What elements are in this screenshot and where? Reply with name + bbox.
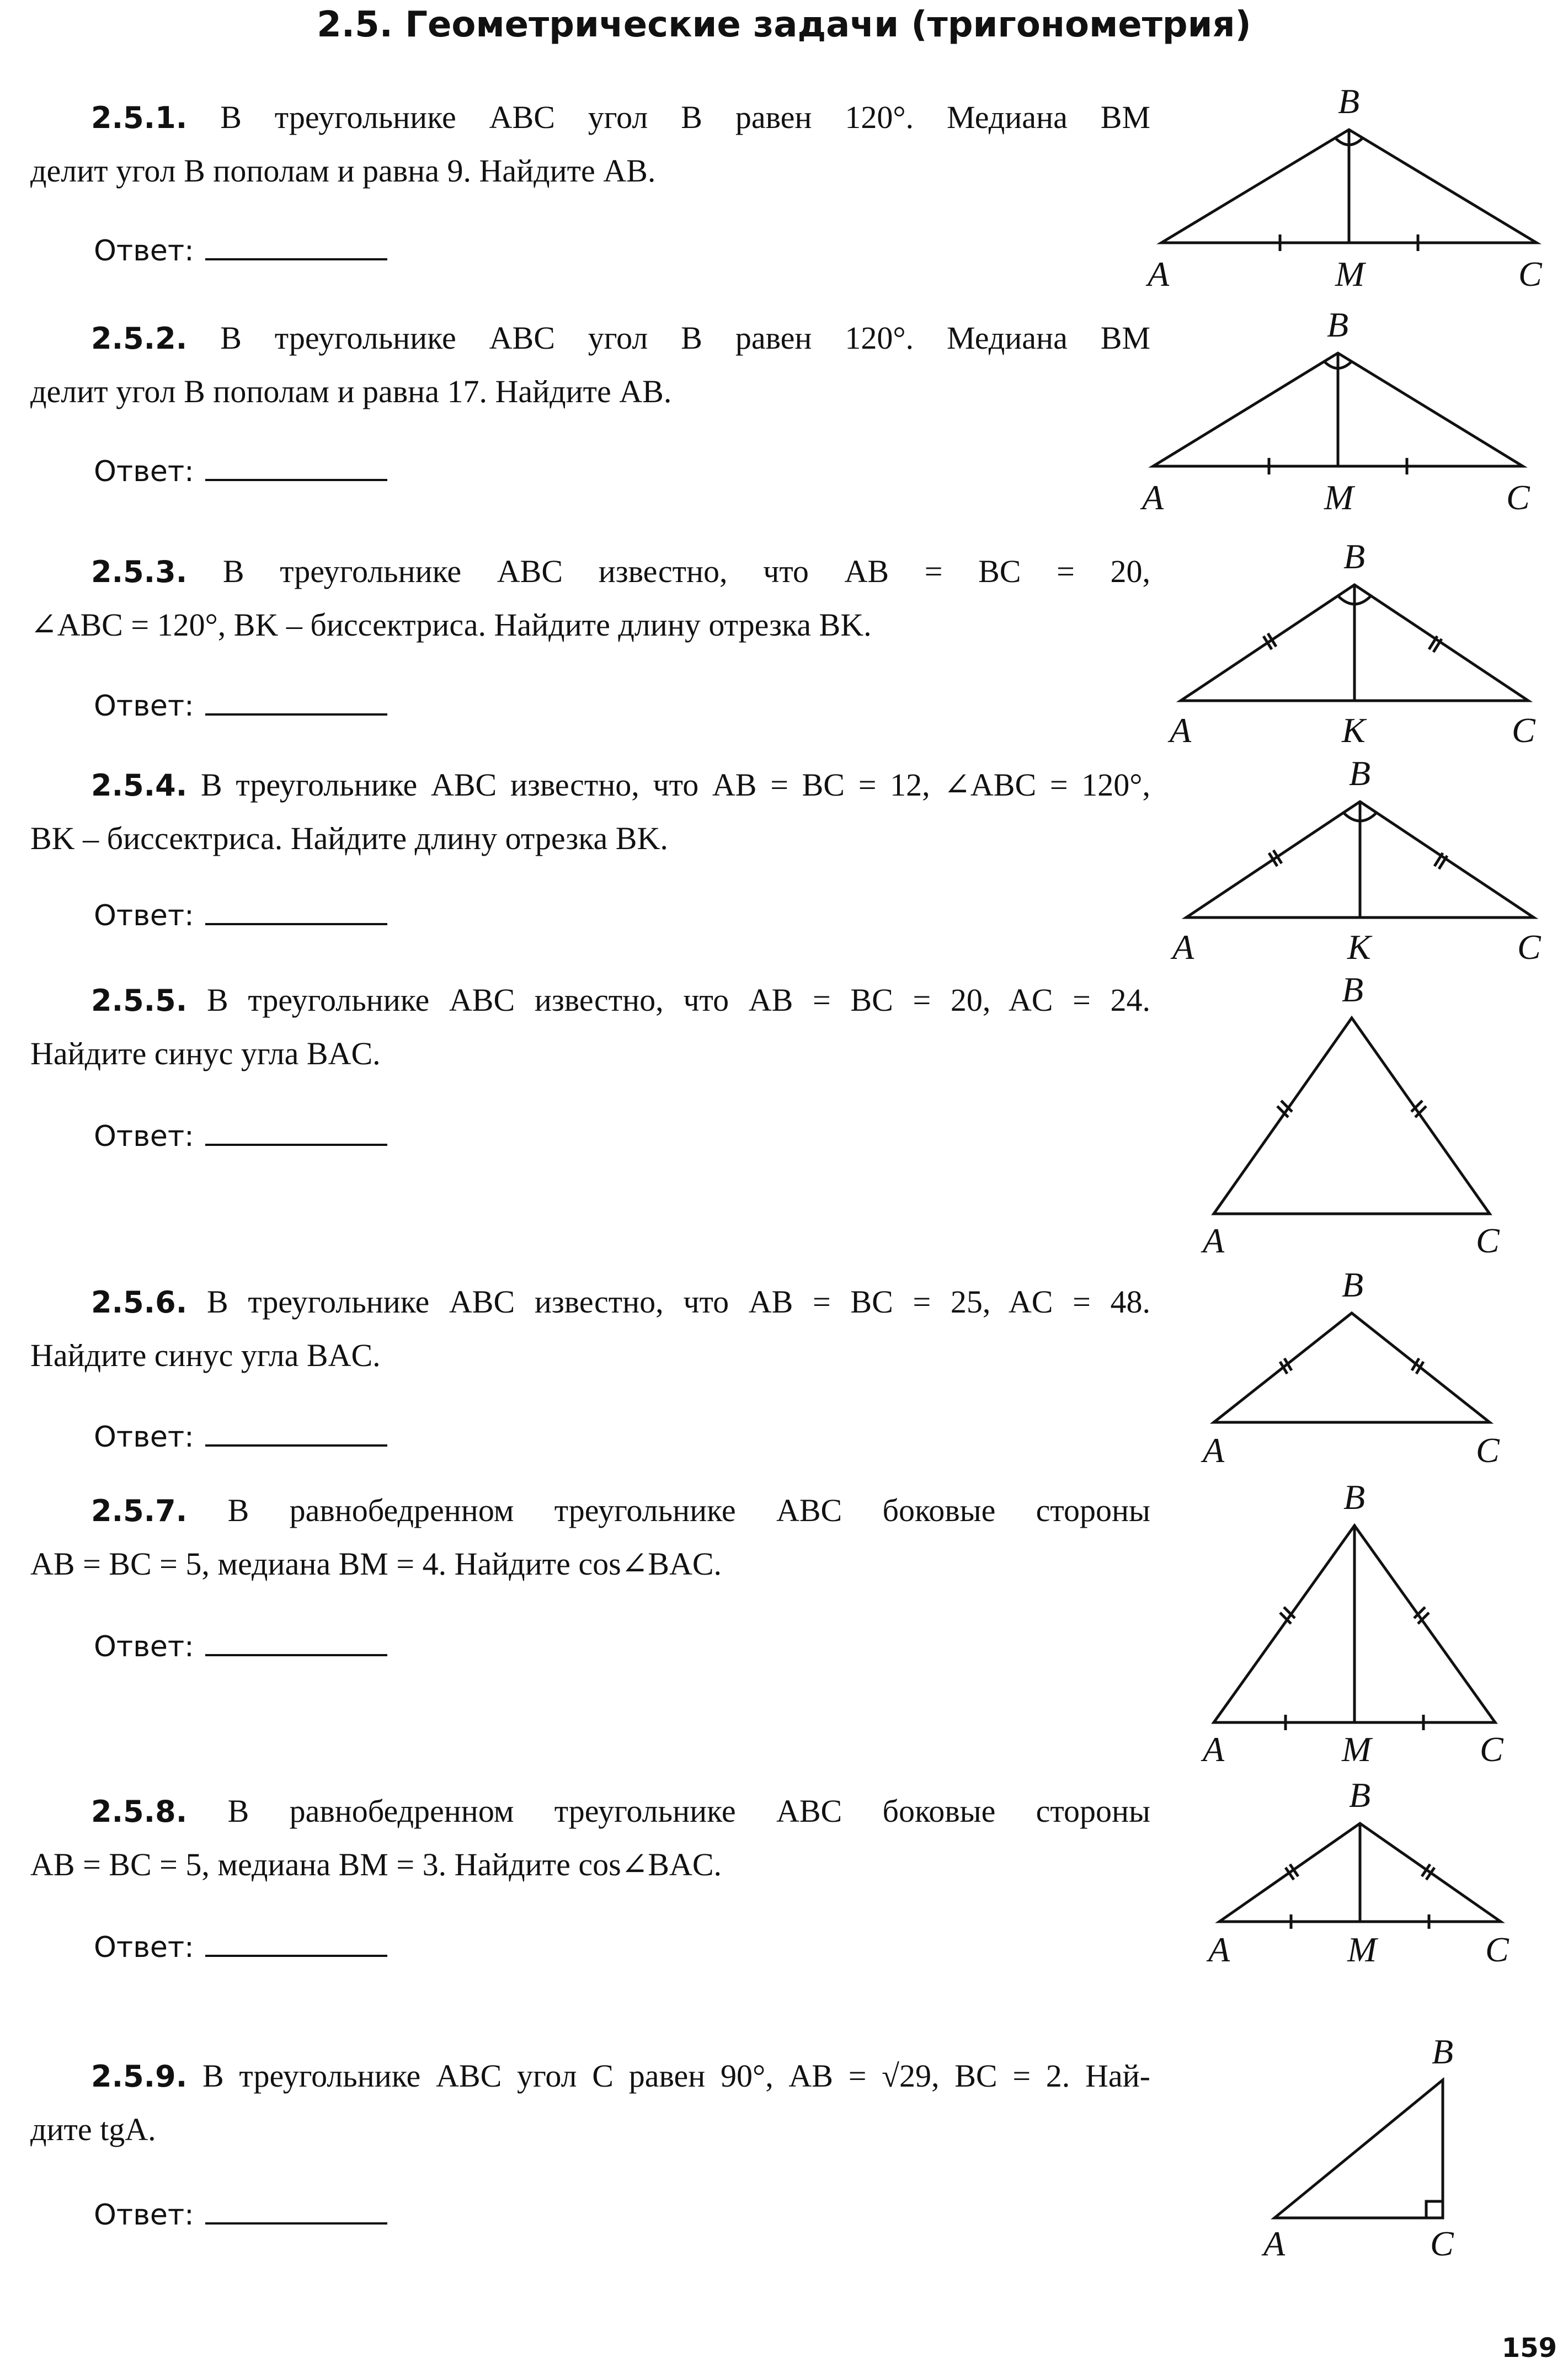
answer-row bbox=[94, 1421, 387, 1454]
triangle-outline bbox=[1214, 1018, 1490, 1214]
vertex-label-c: C bbox=[1506, 478, 1530, 517]
answer-label: Ответ: bbox=[94, 690, 194, 723]
problem-text-line1: В треугольнике ABC известно, что AB = BC = 25, AC = 48. bbox=[206, 1284, 1150, 1320]
page-title: 2.5. Геометрические задачи (тригонометрия) bbox=[317, 4, 1251, 45]
answer-row bbox=[94, 1630, 387, 1663]
problem-2-5-6 bbox=[30, 1276, 1150, 1382]
answer-blank[interactable] bbox=[205, 1632, 387, 1656]
answer-label: Ответ: bbox=[94, 1421, 194, 1454]
problem-text-line2: ∠ABC = 120°, BK – биссектриса. Найдите длину отрезка BK. bbox=[30, 607, 872, 643]
vertex-label-a: A bbox=[1142, 478, 1164, 517]
problem-text-line2: делит угол B пополам и равна 9. Найдите AB. bbox=[30, 153, 656, 189]
vertex-label-c: C bbox=[1517, 927, 1541, 967]
vertex-label-b: B bbox=[1343, 1477, 1366, 1517]
problem-text-line2: AB = BC = 5, медиана BM = 3. Найдите cos∠BAC. bbox=[30, 1847, 722, 1882]
vertex-label-c: C bbox=[1512, 711, 1535, 750]
vertex-label-a: A bbox=[1203, 1431, 1225, 1470]
page-number: 159 bbox=[1501, 2333, 1557, 2364]
triangle-figure-7 bbox=[1197, 1479, 1528, 1777]
problem-text-line1: В треугольнике ABC известно, что AB = BC = 20, AC = 24. bbox=[206, 982, 1150, 1018]
vertex-label-c: C bbox=[1476, 1431, 1500, 1470]
answer-row bbox=[94, 234, 387, 268]
vertex-label-a: A bbox=[1208, 1930, 1230, 1969]
answer-blank[interactable] bbox=[205, 901, 387, 925]
vertex-label-a: A bbox=[1172, 927, 1194, 967]
triangle-outline bbox=[1214, 1313, 1490, 1422]
vertex-label-b: B bbox=[1327, 305, 1349, 344]
problem-number: 2.5.7. bbox=[91, 1493, 188, 1528]
problem-text-line1: В равнобедренном треугольнике ABC боковые стороны bbox=[227, 1793, 1151, 1829]
point-label-k: K bbox=[1347, 927, 1371, 967]
problem-number: 2.5.8. bbox=[91, 1794, 188, 1829]
answer-label: Ответ: bbox=[94, 234, 194, 268]
answer-label: Ответ: bbox=[94, 1120, 194, 1153]
point-label-m: M bbox=[1324, 478, 1354, 517]
problem-text-line2: BK – биссектриса. Найдите длину отрезка BK. bbox=[30, 820, 668, 856]
answer-row bbox=[94, 1931, 387, 1964]
problem-text-line2: делит угол B пополам и равна 17. Найдите AB. bbox=[30, 374, 672, 409]
triangle-figure-6 bbox=[1197, 1265, 1528, 1470]
answer-blank[interactable] bbox=[205, 691, 387, 716]
problem-number: 2.5.6. bbox=[91, 1285, 188, 1320]
triangle-figure-3 bbox=[1159, 538, 1556, 759]
problem-2-5-2 bbox=[30, 312, 1150, 418]
answer-blank[interactable] bbox=[205, 2200, 387, 2225]
answer-label: Ответ: bbox=[94, 2199, 194, 2232]
problem-number: 2.5.5. bbox=[91, 983, 188, 1018]
answer-label: Ответ: bbox=[94, 899, 194, 932]
problem-number: 2.5.4. bbox=[91, 768, 188, 803]
vertex-label-a: A bbox=[1203, 1221, 1225, 1260]
problem-text-line2: дите tgA. bbox=[30, 2111, 156, 2147]
problem-text-line1: В треугольнике ABC известно, что AB = BC = 12, ∠ABC = 120°, bbox=[200, 767, 1151, 803]
problem-number: 2.5.2. bbox=[91, 321, 188, 356]
vertex-label-a: A bbox=[1203, 1730, 1225, 1769]
problem-text-line1: В равнобедренном треугольнике ABC боковые стороны bbox=[227, 1492, 1151, 1528]
vertex-label-b: B bbox=[1342, 970, 1364, 1009]
vertex-label-a: A bbox=[1148, 254, 1170, 294]
answer-blank[interactable] bbox=[205, 1933, 387, 1957]
triangle-figure-8 bbox=[1203, 1775, 1534, 1989]
answer-blank[interactable] bbox=[205, 236, 387, 260]
triangle-figure-4 bbox=[1164, 755, 1561, 975]
answer-row bbox=[94, 899, 387, 932]
vertex-label-b: B bbox=[1349, 754, 1371, 793]
problem-2-5-3 bbox=[30, 545, 1150, 652]
point-label-k: K bbox=[1342, 711, 1366, 750]
triangle-figure-1 bbox=[1148, 83, 1545, 303]
answer-label: Ответ: bbox=[94, 455, 194, 488]
answer-label: Ответ: bbox=[94, 1931, 194, 1964]
problem-text-line2: AB = BC = 5, медиана BM = 4. Найдите cos∠BAC. bbox=[30, 1546, 722, 1582]
problem-number: 2.5.9. bbox=[91, 2059, 188, 2094]
triangle-figure-9 bbox=[1258, 2032, 1506, 2273]
problem-text-line1: В треугольнике ABC угол B равен 120°. Медиана BM bbox=[220, 99, 1151, 135]
problem-text-line1: В треугольнике ABC известно, что AB = BC = 20, bbox=[222, 553, 1150, 589]
answer-row bbox=[94, 1120, 387, 1153]
answer-blank[interactable] bbox=[205, 1122, 387, 1146]
problem-number: 2.5.3. bbox=[91, 554, 188, 589]
triangle-outline bbox=[1274, 2080, 1443, 2218]
answer-blank[interactable] bbox=[205, 457, 387, 481]
problem-text-line1: В треугольнике ABC угол B равен 120°. Медиана BM bbox=[220, 320, 1151, 356]
vertex-label-b: B bbox=[1338, 82, 1360, 121]
problem-number: 2.5.1. bbox=[91, 100, 188, 135]
problem-text-line1: В треугольнике ABC угол C равен 90°, AB = √29, BC = 2. Най- bbox=[202, 2058, 1150, 2094]
triangle-figure-5 bbox=[1197, 968, 1528, 1266]
vertex-label-c: C bbox=[1485, 1930, 1509, 1969]
answer-row bbox=[94, 455, 387, 488]
problem-2-5-4 bbox=[30, 759, 1150, 865]
vertex-label-b: B bbox=[1343, 537, 1366, 576]
problem-2-5-8 bbox=[30, 1785, 1150, 1891]
vertex-label-a: A bbox=[1170, 711, 1192, 750]
vertex-label-b: B bbox=[1432, 2032, 1454, 2071]
answer-row bbox=[94, 2199, 387, 2232]
problem-2-5-7 bbox=[30, 1484, 1150, 1591]
problem-2-5-5 bbox=[30, 974, 1150, 1080]
point-label-m: M bbox=[1335, 254, 1365, 294]
vertex-label-a: A bbox=[1263, 2224, 1286, 2263]
answer-blank[interactable] bbox=[205, 1422, 387, 1447]
answer-row bbox=[94, 690, 387, 723]
vertex-label-c: C bbox=[1430, 2224, 1454, 2263]
vertex-label-c: C bbox=[1476, 1221, 1500, 1260]
point-label-m: M bbox=[1342, 1730, 1372, 1769]
answer-label: Ответ: bbox=[94, 1630, 194, 1663]
right-angle-mark bbox=[1426, 2201, 1443, 2218]
vertex-label-b: B bbox=[1349, 1775, 1371, 1815]
problem-2-5-9 bbox=[30, 2050, 1150, 2156]
triangle-figure-2 bbox=[1142, 306, 1539, 527]
problem-text-line2: Найдите синус угла BAC. bbox=[30, 1337, 381, 1373]
vertex-label-b: B bbox=[1342, 1265, 1364, 1304]
point-label-m: M bbox=[1347, 1930, 1377, 1969]
problem-2-5-1 bbox=[30, 91, 1150, 198]
problem-text-line2: Найдите синус угла BAC. bbox=[30, 1036, 381, 1071]
vertex-label-c: C bbox=[1518, 254, 1542, 294]
vertex-label-c: C bbox=[1480, 1730, 1503, 1769]
